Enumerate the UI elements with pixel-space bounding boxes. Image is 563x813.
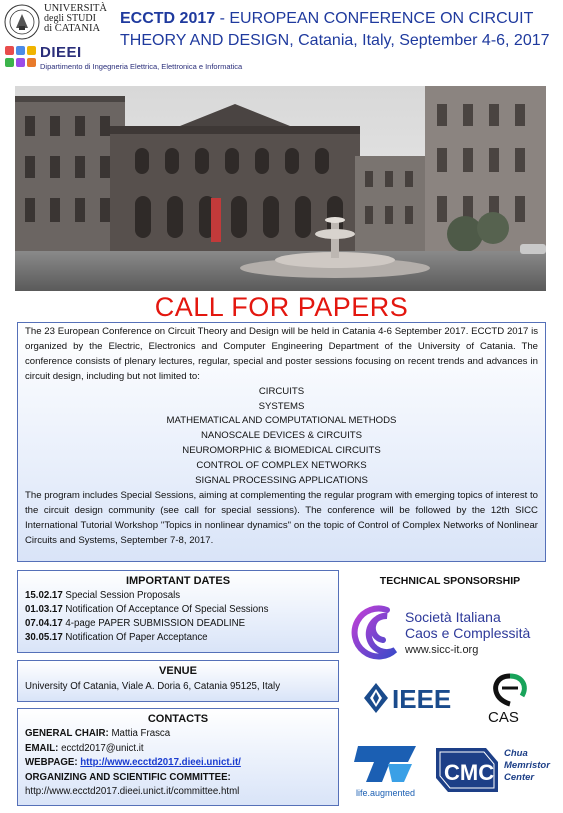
call-for-papers-heading: CALL FOR PAPERS xyxy=(154,292,409,322)
committee-label: ORGANIZING AND SCIENTIFIC COMMITTEE: xyxy=(25,771,231,783)
venue-heading: VENUE xyxy=(159,665,197,677)
ieee-logo xyxy=(362,680,462,716)
st-logo xyxy=(352,742,422,800)
department-full-name: Dipartimento di Ingegneria Elettrica, Elettronica e Informatica xyxy=(40,62,243,71)
st-tagline: life.augmented xyxy=(356,788,416,798)
conference-acronym: ECCTD 2017 xyxy=(120,10,216,27)
webpage-row xyxy=(25,756,331,771)
email-row xyxy=(25,742,331,757)
conference-title xyxy=(120,10,533,28)
webpage-link[interactable]: http://www.ecctd2017.dieei.unict.it/ xyxy=(80,757,241,769)
conference-title-rest: - EUROPEAN CONFERENCE ON CIRCUIT xyxy=(215,10,534,27)
important-dates-heading: IMPORTANT DATES xyxy=(125,575,231,587)
date-description: Notification Of Acceptance Of Special Sessions xyxy=(62,604,269,615)
topic-item: CONTROL OF COMPLEX NETWORKS xyxy=(196,460,367,472)
date-value: 01.03.17 xyxy=(25,604,63,615)
committee-row xyxy=(25,771,331,786)
sponsorship-heading: TECHNICAL SPONSORSHIP xyxy=(379,575,521,587)
contacts-heading: CONTACTS xyxy=(147,713,209,725)
dieei-logo xyxy=(4,45,38,69)
date-value: 07.04.17 xyxy=(25,618,63,629)
venue-address: University Of Catania, Viale A. Doria 6, Catania 95125, Italy xyxy=(25,681,281,692)
venue-box xyxy=(17,660,339,702)
important-dates-box xyxy=(17,570,339,653)
ieee-wordmark: IEEE xyxy=(392,684,452,714)
date-description: 4-page PAPER SUBMISSION DEADLINE xyxy=(62,618,246,629)
intro-paragraph: The 23 European Conference on Circuit Theory and Design will be held in Catania 4-6 September 2017. ECCTD 2017 is organized by the Electric, Electronics and Computer Engineering Department of the University of Catania. The conference consists of plenary lectures, regular, special and poster sessions focusing on recent trends and advances in circuit design, including but not limited to: xyxy=(25,326,538,382)
department-short-name: DIEEI xyxy=(40,44,82,61)
email-label: EMAIL: xyxy=(25,742,59,754)
topic-item: NEUROMORPHIC & BIOMEDICAL CIRCUITS xyxy=(182,445,381,457)
general-chair-row xyxy=(25,727,331,742)
date-value: 15.02.17 xyxy=(25,590,63,601)
university-name: UNIVERSITÀ degli STUDI di CATANIA xyxy=(44,3,107,34)
catania-square-photo xyxy=(15,86,546,291)
sicc-name-line2: Caos e Complessità xyxy=(405,625,531,641)
cmc-sub-line1: Chua xyxy=(504,748,528,759)
contacts-box xyxy=(17,708,339,806)
date-value: 30.05.17 xyxy=(25,632,63,643)
cas-wordmark: CAS xyxy=(488,709,519,726)
intro-box xyxy=(17,322,546,562)
sicc-url: www.sicc-it.org xyxy=(405,644,479,656)
topic-item: CIRCUITS xyxy=(258,385,305,397)
program-paragraph: The program includes Special Sessions, aiming at complementing the regular program with emerging topics of interest to the circuit design community (see call for special sessions). The conference will be followed by the 12th SICC International Tutorial Workshop "Topics in nonlinear dynamics" on the topic of Control of Complex Networks of Nonlinear Circuits and Systems, September 7-8, 2017. xyxy=(25,489,538,546)
university-seal-logo xyxy=(4,4,40,40)
sicc-name-line1: Società Italiana xyxy=(405,609,501,625)
cmc-wordmark: CMC xyxy=(444,760,495,785)
cmc-logo xyxy=(432,740,560,798)
date-description: Special Session Proposals xyxy=(62,590,181,601)
date-row xyxy=(25,589,331,603)
topic-item: SYSTEMS xyxy=(258,400,305,412)
conference-title-line2: THEORY AND DESIGN, Catania, Italy, September 4-6, 2017 xyxy=(120,32,550,49)
date-description: Notification Of Paper Acceptance xyxy=(62,632,208,643)
email-value[interactable]: ecctd2017@unict.it xyxy=(58,742,144,754)
committee-url[interactable]: http://www.ecctd2017.dieei.unict.it/committee.html xyxy=(25,786,240,798)
general-chair-label: GENERAL CHAIR: xyxy=(25,728,109,739)
cas-logo xyxy=(480,672,540,727)
date-row xyxy=(25,617,331,631)
date-row xyxy=(25,603,331,617)
sicc-logo xyxy=(349,602,549,662)
cmc-sub-line2: Memristor xyxy=(504,760,550,771)
cmc-sub-line3: Center xyxy=(504,772,535,783)
webpage-label: WEBPAGE: xyxy=(25,757,78,769)
date-row xyxy=(25,631,331,645)
general-chair-value: Mattia Frasca xyxy=(108,728,171,739)
topic-item: NANOSCALE DEVICES & CIRCUITS xyxy=(201,430,362,442)
topic-item: SIGNAL PROCESSING APPLICATIONS xyxy=(195,475,368,487)
topic-item: MATHEMATICAL AND COMPUTATIONAL METHODS xyxy=(166,415,397,427)
